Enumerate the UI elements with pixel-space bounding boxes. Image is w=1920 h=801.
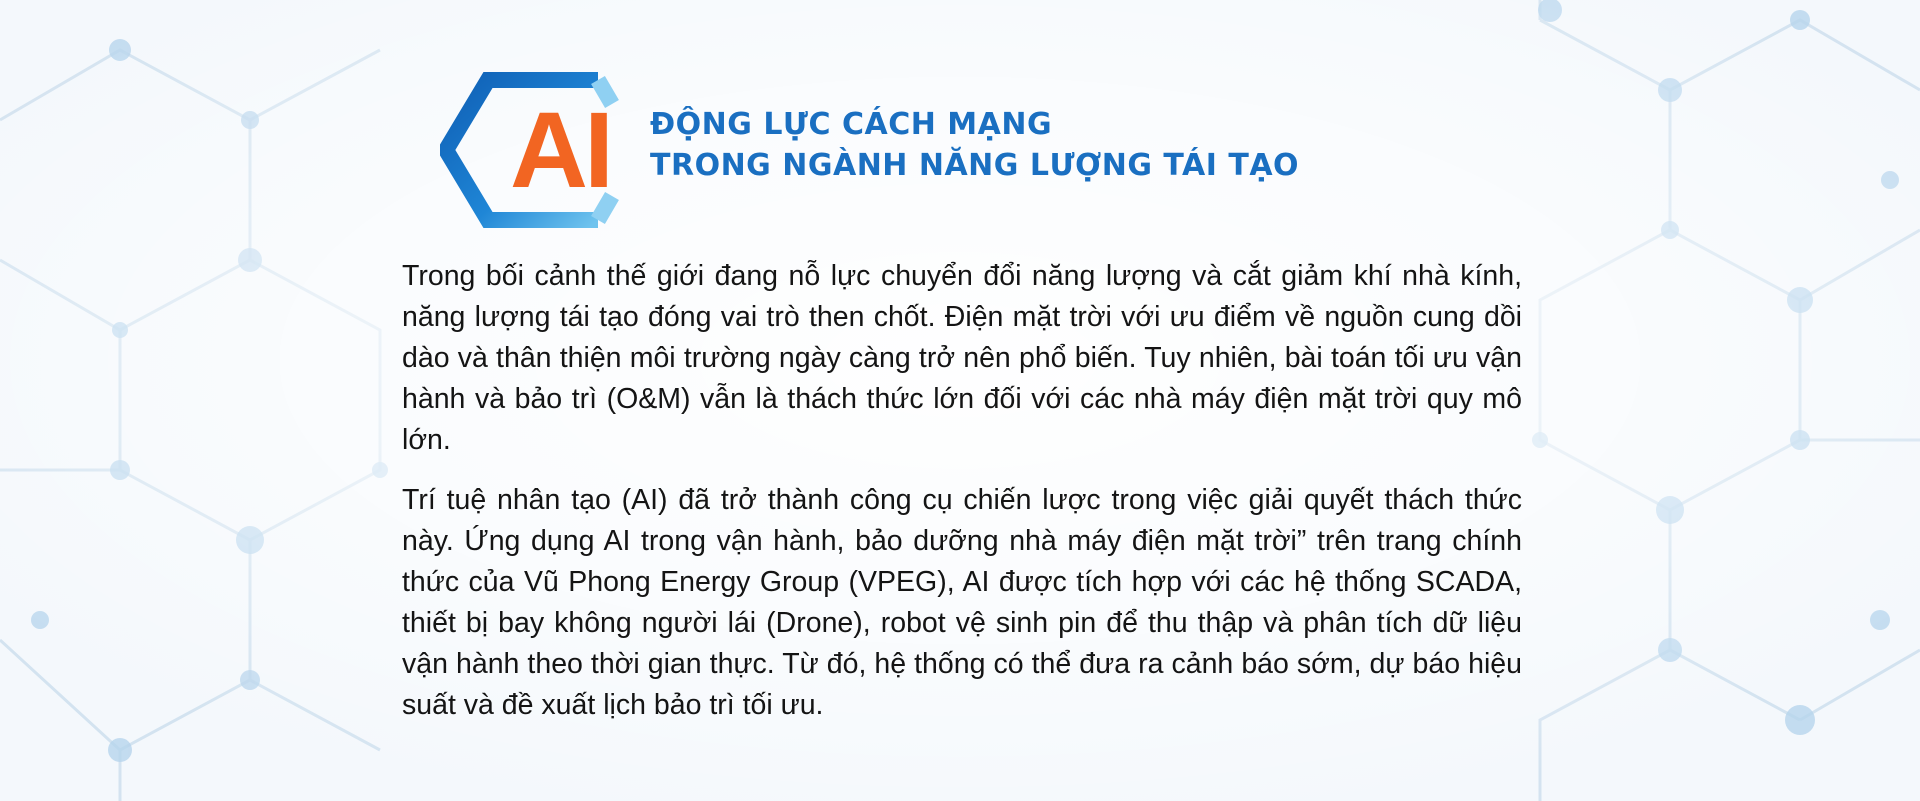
- headline-title: [650, 104, 1450, 186]
- ai-logo-letters: AI: [510, 89, 610, 210]
- article-body: [402, 256, 1522, 745]
- paragraph-1: Trong bối cảnh thế giới đang nỗ lực chuyển đổi năng lượng và cắt giảm khí nhà kính, năng lượng tái tạo đóng vai trò then chốt. Điện mặt trời với ưu điểm về nguồn cung dồi dào và thân thiện môi trường ngày càng trở nên phổ biến. Tuy nhiên, bài toán tối ưu vận hành và bảo trì (O&M) vẫn là thách thức lớn đối với các nhà máy điện mặt trời quy mô lớn.: [402, 260, 1522, 456]
- headline-line-1: ĐỘNG LỰC CÁCH MẠNG: [650, 107, 1053, 142]
- headline-line-2: TRONG NGÀNH NĂNG LƯỢNG TÁI TẠO: [650, 148, 1300, 183]
- paragraph-2: Trí tuệ nhân tạo (AI) đã trở thành công cụ chiến lược trong việc giải quyết thách thức này. Ứng dụng AI trong vận hành, bảo dưỡng nhà máy điện mặt trời” trên trang chính thức của Vũ Phong Energy Group (VPEG), AI được tích hợp với các hệ thống SCADA, thiết bị bay không người lái (Drone), robot vệ sinh pin để thu thập và phân tích dữ liệu vận hành theo thời gian thực. Từ đó, hệ thống có thể đưa ra cảnh báo sớm, dự báo hiệu suất và đề xuất lịch bảo trì tối ưu.: [402, 484, 1522, 721]
